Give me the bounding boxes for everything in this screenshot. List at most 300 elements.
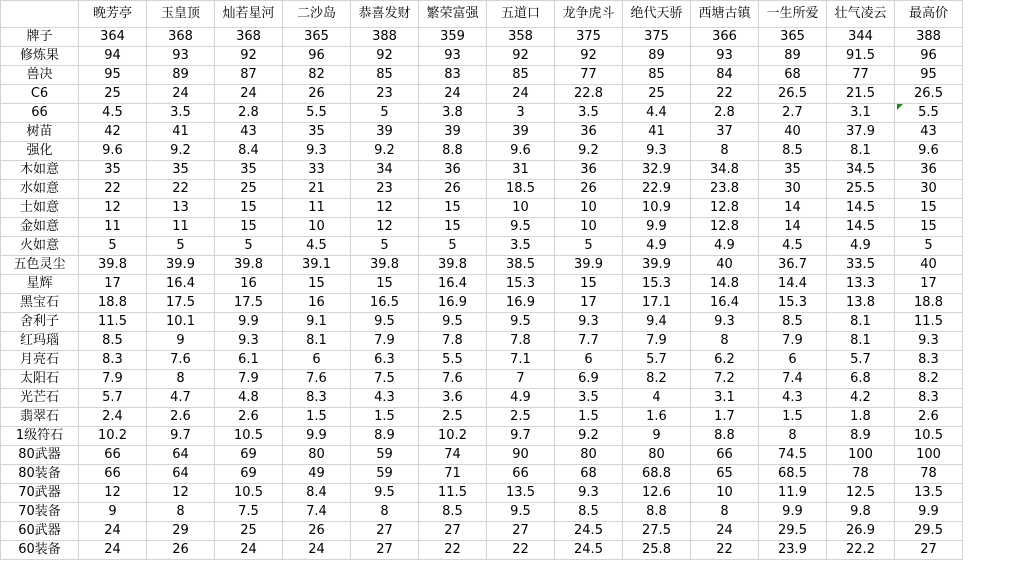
data-cell[interactable]: 33: [283, 161, 351, 180]
row-label[interactable]: 金如意: [1, 218, 79, 237]
data-cell[interactable]: 64: [147, 465, 215, 484]
data-cell[interactable]: 24.5: [555, 522, 623, 541]
data-cell[interactable]: 27: [487, 522, 555, 541]
data-cell[interactable]: 6: [283, 351, 351, 370]
data-cell[interactable]: 24: [79, 541, 147, 560]
data-cell[interactable]: 30: [895, 180, 963, 199]
data-cell[interactable]: 68.5: [759, 465, 827, 484]
data-cell[interactable]: 4.3: [351, 389, 419, 408]
data-cell[interactable]: 5: [555, 237, 623, 256]
data-cell[interactable]: 74: [419, 446, 487, 465]
data-cell[interactable]: 8.2: [623, 370, 691, 389]
data-cell[interactable]: 94: [79, 47, 147, 66]
data-cell[interactable]: 26: [419, 180, 487, 199]
data-cell[interactable]: 39.8: [79, 256, 147, 275]
column-header[interactable]: 二沙岛: [283, 1, 351, 28]
data-cell[interactable]: 100: [827, 446, 895, 465]
row-label[interactable]: 牌子: [1, 28, 79, 47]
data-cell[interactable]: 388: [895, 28, 963, 47]
column-header[interactable]: 一生所爱: [759, 1, 827, 28]
data-cell[interactable]: 11.9: [759, 484, 827, 503]
data-cell[interactable]: 16.9: [487, 294, 555, 313]
data-cell[interactable]: 66: [79, 446, 147, 465]
data-cell[interactable]: 21.5: [827, 85, 895, 104]
row-label[interactable]: 树苗: [1, 123, 79, 142]
data-cell[interactable]: 9.9: [895, 503, 963, 522]
data-cell[interactable]: 3.5: [147, 104, 215, 123]
data-cell[interactable]: 35: [215, 161, 283, 180]
data-cell[interactable]: 7.9: [759, 332, 827, 351]
data-cell[interactable]: 8: [691, 142, 759, 161]
row-label[interactable]: 舍利子: [1, 313, 79, 332]
data-cell[interactable]: 17.5: [215, 294, 283, 313]
data-cell[interactable]: 12.6: [623, 484, 691, 503]
data-cell[interactable]: 9.3: [555, 313, 623, 332]
data-cell[interactable]: 15: [215, 199, 283, 218]
data-cell[interactable]: 32.9: [623, 161, 691, 180]
data-cell[interactable]: 7.6: [283, 370, 351, 389]
data-cell[interactable]: 24: [147, 85, 215, 104]
data-cell[interactable]: 30: [759, 180, 827, 199]
data-cell[interactable]: 12: [79, 484, 147, 503]
data-cell[interactable]: 1.5: [351, 408, 419, 427]
data-cell[interactable]: 17.1: [623, 294, 691, 313]
data-cell[interactable]: 29.5: [895, 522, 963, 541]
data-cell[interactable]: 92: [487, 47, 555, 66]
data-cell[interactable]: 3: [487, 104, 555, 123]
data-cell[interactable]: 15.3: [759, 294, 827, 313]
data-cell[interactable]: 35: [759, 161, 827, 180]
data-cell[interactable]: 16.9: [419, 294, 487, 313]
row-label[interactable]: 60武器: [1, 522, 79, 541]
data-cell[interactable]: 35: [283, 123, 351, 142]
data-cell[interactable]: 9.2: [555, 142, 623, 161]
data-cell[interactable]: 15: [215, 218, 283, 237]
data-cell[interactable]: 8.1: [827, 313, 895, 332]
data-cell[interactable]: 1.5: [283, 408, 351, 427]
data-cell[interactable]: 12: [147, 484, 215, 503]
data-cell[interactable]: 11: [283, 199, 351, 218]
data-cell[interactable]: 77: [555, 66, 623, 85]
data-cell[interactable]: 2.4: [79, 408, 147, 427]
data-cell[interactable]: 24: [215, 541, 283, 560]
data-cell[interactable]: 3.6: [419, 389, 487, 408]
data-cell[interactable]: 5: [895, 237, 963, 256]
data-cell[interactable]: 9.6: [79, 142, 147, 161]
data-cell[interactable]: 14.5: [827, 218, 895, 237]
data-cell[interactable]: 11: [79, 218, 147, 237]
row-label[interactable]: 80装备: [1, 465, 79, 484]
data-cell[interactable]: 14: [759, 218, 827, 237]
data-cell[interactable]: 13: [147, 199, 215, 218]
data-cell[interactable]: 24: [283, 541, 351, 560]
data-cell[interactable]: 7.5: [215, 503, 283, 522]
column-header[interactable]: 西塘古镇: [691, 1, 759, 28]
data-cell[interactable]: 6.9: [555, 370, 623, 389]
data-cell[interactable]: 39: [419, 123, 487, 142]
data-cell[interactable]: 25: [623, 85, 691, 104]
data-cell[interactable]: 5.5: [419, 351, 487, 370]
data-cell[interactable]: 59: [351, 465, 419, 484]
data-cell[interactable]: 8.8: [419, 142, 487, 161]
data-cell[interactable]: 8.1: [283, 332, 351, 351]
data-cell[interactable]: 39.9: [147, 256, 215, 275]
data-cell[interactable]: 92: [351, 47, 419, 66]
data-cell[interactable]: 14.4: [759, 275, 827, 294]
data-cell[interactable]: 16.5: [351, 294, 419, 313]
data-cell[interactable]: 25: [79, 85, 147, 104]
data-cell[interactable]: 3.8: [419, 104, 487, 123]
row-label[interactable]: 五色灵尘: [1, 256, 79, 275]
data-cell[interactable]: 9.5: [351, 484, 419, 503]
data-cell[interactable]: 8.3: [79, 351, 147, 370]
data-cell[interactable]: 9.5: [487, 313, 555, 332]
data-cell[interactable]: 1.8: [827, 408, 895, 427]
data-cell[interactable]: 24.5: [555, 541, 623, 560]
data-cell[interactable]: 41: [623, 123, 691, 142]
row-label[interactable]: 月亮石: [1, 351, 79, 370]
data-cell[interactable]: 9.6: [487, 142, 555, 161]
data-cell[interactable]: 36: [419, 161, 487, 180]
data-cell[interactable]: 17: [555, 294, 623, 313]
data-cell[interactable]: 12.5: [827, 484, 895, 503]
data-cell[interactable]: 375: [623, 28, 691, 47]
row-label[interactable]: 80武器: [1, 446, 79, 465]
data-cell[interactable]: 38.5: [487, 256, 555, 275]
data-cell[interactable]: 35: [79, 161, 147, 180]
data-cell[interactable]: 26: [283, 85, 351, 104]
data-cell[interactable]: 9.2: [351, 142, 419, 161]
data-cell[interactable]: 8.9: [351, 427, 419, 446]
data-cell[interactable]: 5: [147, 237, 215, 256]
data-cell[interactable]: 39.8: [419, 256, 487, 275]
data-cell[interactable]: 69: [215, 446, 283, 465]
data-cell[interactable]: 11: [147, 218, 215, 237]
data-cell[interactable]: 69: [215, 465, 283, 484]
data-cell[interactable]: 24: [691, 522, 759, 541]
data-cell[interactable]: 9.5: [487, 218, 555, 237]
data-cell[interactable]: 2.5: [487, 408, 555, 427]
data-cell[interactable]: 3.1: [827, 104, 895, 123]
data-cell[interactable]: 87: [215, 66, 283, 85]
data-cell[interactable]: 3.1: [691, 389, 759, 408]
data-cell[interactable]: 85: [623, 66, 691, 85]
data-cell[interactable]: 7.8: [487, 332, 555, 351]
data-cell[interactable]: 9.3: [895, 332, 963, 351]
data-cell[interactable]: 9.2: [147, 142, 215, 161]
data-cell[interactable]: 31: [487, 161, 555, 180]
data-cell[interactable]: 17.5: [147, 294, 215, 313]
data-cell[interactable]: 34: [351, 161, 419, 180]
data-cell[interactable]: 15: [895, 199, 963, 218]
data-cell[interactable]: 10.5: [895, 427, 963, 446]
data-cell[interactable]: 11.5: [419, 484, 487, 503]
data-cell[interactable]: 10.5: [215, 484, 283, 503]
data-cell[interactable]: 12.8: [691, 199, 759, 218]
data-cell[interactable]: 15.3: [487, 275, 555, 294]
data-cell[interactable]: 9.3: [283, 142, 351, 161]
data-cell[interactable]: 16.4: [147, 275, 215, 294]
data-cell[interactable]: 91.5: [827, 47, 895, 66]
data-cell[interactable]: 14.5: [827, 199, 895, 218]
data-cell[interactable]: 14.8: [691, 275, 759, 294]
data-cell[interactable]: 22: [691, 85, 759, 104]
data-cell[interactable]: 95: [895, 66, 963, 85]
data-cell[interactable]: 36: [895, 161, 963, 180]
data-cell[interactable]: 41: [147, 123, 215, 142]
data-cell[interactable]: 1.7: [691, 408, 759, 427]
data-cell[interactable]: 66: [79, 465, 147, 484]
data-cell[interactable]: 7.9: [79, 370, 147, 389]
data-cell[interactable]: 6.8: [827, 370, 895, 389]
data-cell[interactable]: 1.6: [623, 408, 691, 427]
data-cell[interactable]: 7.6: [419, 370, 487, 389]
row-label[interactable]: 60装备: [1, 541, 79, 560]
row-label[interactable]: 星辉: [1, 275, 79, 294]
data-cell[interactable]: 25: [215, 180, 283, 199]
data-cell[interactable]: 8.5: [555, 503, 623, 522]
data-cell[interactable]: 14: [759, 199, 827, 218]
corner-cell[interactable]: [1, 1, 79, 28]
data-cell[interactable]: 25.5: [827, 180, 895, 199]
data-cell[interactable]: 24: [487, 85, 555, 104]
data-cell[interactable]: 9.6: [895, 142, 963, 161]
data-cell[interactable]: 8.8: [623, 503, 691, 522]
data-cell[interactable]: 27: [419, 522, 487, 541]
data-cell[interactable]: 93: [419, 47, 487, 66]
data-cell[interactable]: 8.4: [283, 484, 351, 503]
data-cell[interactable]: 8.5: [759, 313, 827, 332]
row-label[interactable]: 红玛瑙: [1, 332, 79, 351]
data-cell[interactable]: 15: [895, 218, 963, 237]
data-cell[interactable]: 8.3: [895, 389, 963, 408]
data-cell[interactable]: 9.1: [283, 313, 351, 332]
data-cell[interactable]: 10.2: [419, 427, 487, 446]
data-cell[interactable]: 27: [895, 541, 963, 560]
data-cell[interactable]: 9.3: [215, 332, 283, 351]
data-cell[interactable]: 49: [283, 465, 351, 484]
data-cell[interactable]: 344: [827, 28, 895, 47]
data-cell[interactable]: 83: [419, 66, 487, 85]
data-cell[interactable]: 7: [487, 370, 555, 389]
data-cell[interactable]: 93: [147, 47, 215, 66]
data-cell[interactable]: 8: [691, 503, 759, 522]
data-cell[interactable]: 3.5: [487, 237, 555, 256]
data-cell[interactable]: 7.2: [691, 370, 759, 389]
data-cell[interactable]: 12: [351, 218, 419, 237]
data-cell[interactable]: 10.5: [215, 427, 283, 446]
data-cell[interactable]: 10.9: [623, 199, 691, 218]
data-cell[interactable]: 11.5: [895, 313, 963, 332]
column-header[interactable]: 恭喜发财: [351, 1, 419, 28]
data-cell[interactable]: 15.3: [623, 275, 691, 294]
data-cell[interactable]: 24: [419, 85, 487, 104]
column-header[interactable]: 晚芳亭: [79, 1, 147, 28]
data-cell[interactable]: 8: [147, 503, 215, 522]
data-cell[interactable]: 4.4: [623, 104, 691, 123]
data-cell[interactable]: 1.5: [759, 408, 827, 427]
data-cell[interactable]: 366: [691, 28, 759, 47]
data-cell[interactable]: 8.5: [759, 142, 827, 161]
data-cell[interactable]: 40: [895, 256, 963, 275]
data-cell[interactable]: 27.5: [623, 522, 691, 541]
data-cell[interactable]: 24: [79, 522, 147, 541]
data-cell[interactable]: 93: [691, 47, 759, 66]
row-label[interactable]: 翡翠石: [1, 408, 79, 427]
data-cell[interactable]: 92: [215, 47, 283, 66]
data-cell[interactable]: 8.2: [895, 370, 963, 389]
data-cell[interactable]: 10: [283, 218, 351, 237]
data-cell[interactable]: 2.8: [215, 104, 283, 123]
data-cell[interactable]: 8: [759, 427, 827, 446]
data-cell[interactable]: 71: [419, 465, 487, 484]
data-cell[interactable]: 4.9: [623, 237, 691, 256]
data-cell[interactable]: 9.9: [215, 313, 283, 332]
row-label[interactable]: 太阳石: [1, 370, 79, 389]
data-cell[interactable]: 43: [215, 123, 283, 142]
data-cell[interactable]: 15: [283, 275, 351, 294]
data-cell[interactable]: 13.8: [827, 294, 895, 313]
data-cell[interactable]: 25.8: [623, 541, 691, 560]
data-cell[interactable]: 23.9: [759, 541, 827, 560]
data-cell[interactable]: 39.8: [215, 256, 283, 275]
data-cell[interactable]: 18.8: [79, 294, 147, 313]
data-cell[interactable]: 2.6: [215, 408, 283, 427]
data-cell[interactable]: 85: [351, 66, 419, 85]
data-cell[interactable]: 9.5: [351, 313, 419, 332]
data-cell[interactable]: 42: [79, 123, 147, 142]
data-cell[interactable]: 13.3: [827, 275, 895, 294]
data-cell[interactable]: 13.5: [895, 484, 963, 503]
row-label[interactable]: 土如意: [1, 199, 79, 218]
row-label[interactable]: 70武器: [1, 484, 79, 503]
data-cell[interactable]: 18.8: [895, 294, 963, 313]
data-cell[interactable]: 5.5: [283, 104, 351, 123]
row-label[interactable]: 66: [1, 104, 79, 123]
data-cell[interactable]: 9.7: [487, 427, 555, 446]
data-cell[interactable]: 68.8: [623, 465, 691, 484]
data-cell[interactable]: 6: [759, 351, 827, 370]
data-cell[interactable]: 7.4: [283, 503, 351, 522]
column-header[interactable]: 玉皇顶: [147, 1, 215, 28]
data-cell[interactable]: 9.9: [283, 427, 351, 446]
data-cell[interactable]: 12: [79, 199, 147, 218]
column-header[interactable]: 最高价: [895, 1, 963, 28]
data-cell[interactable]: 8.1: [827, 332, 895, 351]
column-header[interactable]: 五道口: [487, 1, 555, 28]
data-cell[interactable]: 22: [147, 180, 215, 199]
data-cell[interactable]: 90: [487, 446, 555, 465]
data-cell[interactable]: 66: [487, 465, 555, 484]
data-cell[interactable]: 36.7: [759, 256, 827, 275]
data-cell[interactable]: 22.2: [827, 541, 895, 560]
data-cell[interactable]: 5: [215, 237, 283, 256]
row-label[interactable]: 70装备: [1, 503, 79, 522]
data-cell[interactable]: 80: [623, 446, 691, 465]
data-cell[interactable]: 24: [215, 85, 283, 104]
row-label[interactable]: 兽决: [1, 66, 79, 85]
data-cell[interactable]: 95: [79, 66, 147, 85]
data-cell[interactable]: 22: [691, 541, 759, 560]
row-label[interactable]: 光芒石: [1, 389, 79, 408]
data-cell[interactable]: 9.9: [759, 503, 827, 522]
data-cell[interactable]: 22.9: [623, 180, 691, 199]
data-cell[interactable]: 6.1: [215, 351, 283, 370]
data-cell[interactable]: 43: [895, 123, 963, 142]
data-cell[interactable]: 8.3: [895, 351, 963, 370]
data-cell[interactable]: 18.5: [487, 180, 555, 199]
data-cell[interactable]: 10: [555, 199, 623, 218]
data-cell[interactable]: 66: [691, 446, 759, 465]
data-cell[interactable]: 5: [351, 237, 419, 256]
data-cell[interactable]: 4.3: [759, 389, 827, 408]
data-cell[interactable]: 9.2: [555, 427, 623, 446]
data-cell[interactable]: 8.5: [79, 332, 147, 351]
data-cell[interactable]: 9.3: [623, 142, 691, 161]
data-cell[interactable]: 3.5: [555, 104, 623, 123]
data-cell[interactable]: 36: [555, 123, 623, 142]
data-cell[interactable]: 4.7: [147, 389, 215, 408]
column-header[interactable]: 灿若星河: [215, 1, 283, 28]
data-cell[interactable]: 9.7: [147, 427, 215, 446]
data-cell[interactable]: 65: [691, 465, 759, 484]
data-cell[interactable]: 359: [419, 28, 487, 47]
data-cell[interactable]: 2.5: [419, 408, 487, 427]
data-cell[interactable]: 29.5: [759, 522, 827, 541]
data-cell[interactable]: 26: [147, 541, 215, 560]
data-cell[interactable]: 2.6: [895, 408, 963, 427]
data-cell[interactable]: 10: [691, 484, 759, 503]
data-cell[interactable]: 5.7: [79, 389, 147, 408]
row-label[interactable]: 黑宝石: [1, 294, 79, 313]
data-cell[interactable]: 7.9: [623, 332, 691, 351]
data-cell[interactable]: 8: [147, 370, 215, 389]
data-cell[interactable]: 4: [623, 389, 691, 408]
data-cell[interactable]: 16: [215, 275, 283, 294]
data-cell[interactable]: 7.6: [147, 351, 215, 370]
data-cell[interactable]: 1.5: [555, 408, 623, 427]
data-cell[interactable]: 59: [351, 446, 419, 465]
data-cell[interactable]: 40: [691, 256, 759, 275]
data-cell[interactable]: 39: [487, 123, 555, 142]
data-cell[interactable]: 22: [419, 541, 487, 560]
data-cell[interactable]: 34.8: [691, 161, 759, 180]
data-cell[interactable]: 10.1: [147, 313, 215, 332]
data-cell[interactable]: 7.9: [215, 370, 283, 389]
data-cell[interactable]: 4.9: [827, 237, 895, 256]
data-cell[interactable]: 4.5: [79, 104, 147, 123]
row-label[interactable]: C6: [1, 85, 79, 104]
data-cell[interactable]: 22: [79, 180, 147, 199]
data-cell[interactable]: 8: [691, 332, 759, 351]
data-cell[interactable]: 4.5: [283, 237, 351, 256]
data-cell[interactable]: 82: [283, 66, 351, 85]
data-cell[interactable]: 7.1: [487, 351, 555, 370]
data-cell[interactable]: 364: [79, 28, 147, 47]
data-cell[interactable]: 21: [283, 180, 351, 199]
data-cell[interactable]: 9.3: [555, 484, 623, 503]
column-header[interactable]: 龙争虎斗: [555, 1, 623, 28]
data-cell[interactable]: 375: [555, 28, 623, 47]
data-cell[interactable]: 37: [691, 123, 759, 142]
data-cell[interactable]: 2.6: [147, 408, 215, 427]
data-cell[interactable]: 9.8: [827, 503, 895, 522]
data-cell[interactable]: 8.1: [827, 142, 895, 161]
data-cell[interactable]: 89: [759, 47, 827, 66]
data-cell[interactable]: 10.2: [79, 427, 147, 446]
data-cell[interactable]: 36: [555, 161, 623, 180]
data-cell[interactable]: 3.5: [555, 389, 623, 408]
